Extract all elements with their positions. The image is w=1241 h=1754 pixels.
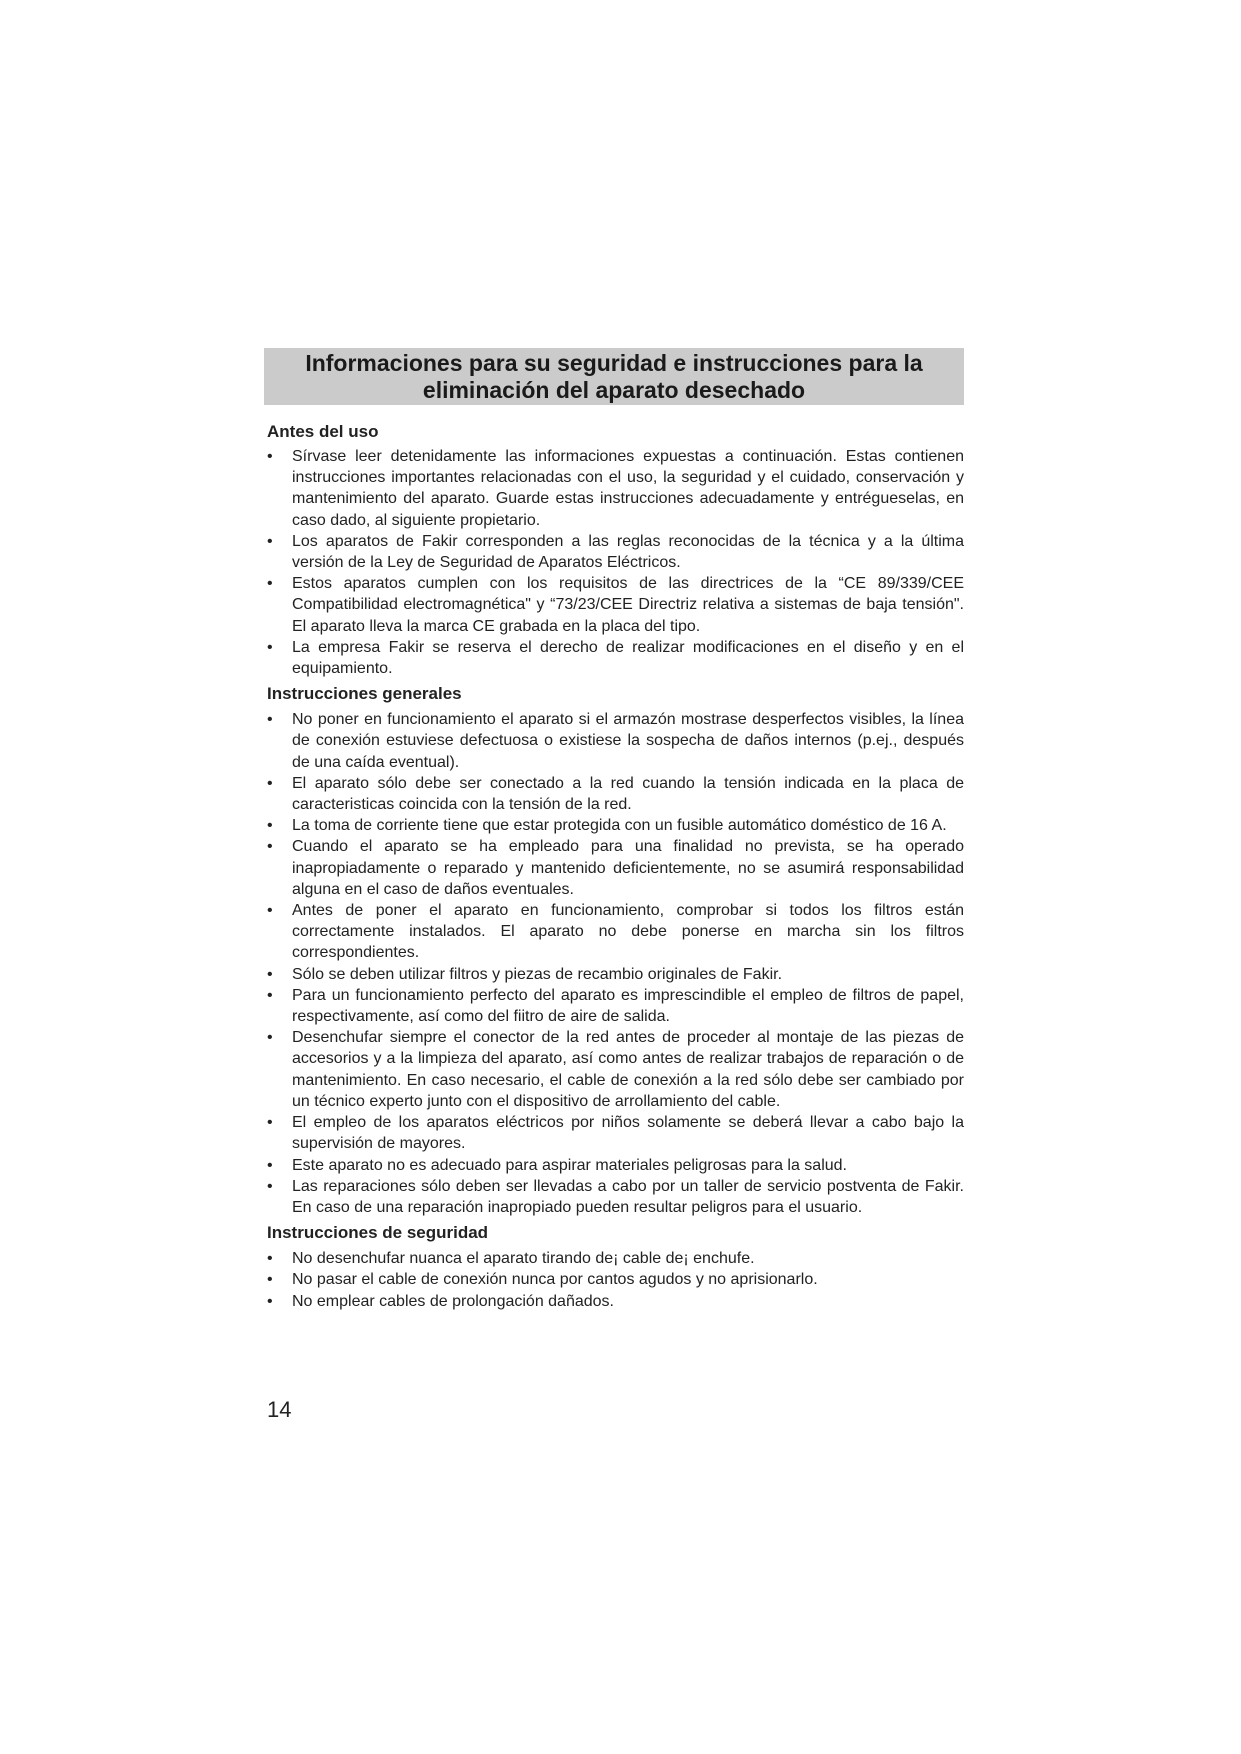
title-line-2: eliminación del aparato desechado — [422, 377, 806, 403]
list-item-text: El aparato sólo debe ser conectado a la red cuando la tensión indicada en la placa de caracteristicas coincida con la tensión de la red. — [292, 774, 964, 814]
bullet-icon: • — [267, 1250, 273, 1268]
bullet-icon: • — [267, 1271, 273, 1289]
list-antes-del-uso — [264, 446, 964, 679]
list-item-text: La empresa Fakir se reserva el derecho de realizar modificaciones en el diseño y en el equipamiento. — [292, 638, 964, 678]
bullet-icon: • — [267, 1177, 273, 1195]
list-item-text: No emplear cables de prolongación dañados. — [292, 1292, 614, 1310]
list-item-text: Estos aparatos cumplen con los requisitos de las directrices de la “CE 89/339/CEE Compatibilidad electromagnética" y “73/23/CEE Directriz relativa a sistemas de baja tensión". El aparato lleva la marca CE grabada en la placa del tipo. — [292, 575, 964, 635]
list-item — [267, 637, 964, 679]
list-item-text: Este aparato no es adecuado para aspirar materiales peligrosas para la salud. — [292, 1156, 847, 1174]
title-line-1: Informaciones para su seguridad e instrucciones para la — [305, 350, 923, 376]
list-item — [267, 1248, 964, 1269]
list-item-text: Sólo se deben utilizar filtros y piezas de recambio originales de Fakir. — [292, 965, 783, 983]
list-item-text: No desenchufar nuanca el aparato tirando de¡ cable de¡ enchufe. — [292, 1250, 755, 1268]
bullet-icon: • — [267, 448, 273, 465]
bullet-icon: • — [267, 774, 273, 792]
list-item — [267, 573, 964, 637]
bullet-icon: • — [267, 838, 273, 856]
list-item-text: No pasar el cable de conexión nunca por cantos agudos y no aprisionarlo. — [292, 1271, 818, 1289]
list-item — [267, 815, 964, 836]
list-item — [267, 773, 964, 815]
list-item — [267, 709, 964, 773]
bullet-icon: • — [267, 965, 273, 983]
list-item — [267, 1155, 964, 1176]
list-instrucciones-generales — [264, 709, 964, 1218]
list-item-text: El empleo de los aparatos eléctricos por niños solamente se deberá llevar a cabo bajo la supervisión de mayores. — [292, 1114, 964, 1153]
title-banner — [264, 348, 964, 405]
list-item-text: Las reparaciones sólo deben ser llevadas a cabo por un taller de servicio postventa de Fakir. En caso de una reparación inapropiado pueden resultar peligros para el usuario. — [292, 1177, 964, 1216]
bullet-icon: • — [267, 711, 273, 729]
list-item — [267, 1269, 964, 1290]
bullet-icon: • — [267, 532, 273, 550]
section-heading-antes-del-uso: Antes del uso — [267, 422, 379, 441]
list-item — [267, 531, 964, 573]
bullet-icon: • — [267, 1029, 273, 1047]
section-heading-instrucciones-generales: Instrucciones generales — [267, 684, 462, 704]
list-item-text: La toma de corriente tiene que estar protegida con un fusible automático doméstico de 16 A. — [292, 817, 947, 835]
section-heading-instrucciones-de-seguridad: Instrucciones de seguridad — [267, 1223, 489, 1243]
document-content — [264, 348, 964, 1312]
bullet-icon: • — [267, 1156, 273, 1174]
bullet-icon: • — [267, 1292, 273, 1310]
list-item — [267, 1027, 964, 1112]
page-number: 14 — [267, 1397, 292, 1422]
list-instrucciones-de-seguridad — [264, 1248, 964, 1312]
list-item — [267, 1291, 964, 1312]
list-item-text: Cuando el aparato se ha empleado para una finalidad no prevista, se ha operado inapropiadamente o reparado y mantenido deficientemente, no se asumirá responsabilidad alguna en el caso de daños eventuales. — [292, 838, 964, 898]
list-item — [267, 964, 964, 985]
list-item — [267, 1112, 964, 1154]
list-item-text: Para un funcionamiento perfecto del aparato es imprescindible el empleo de filtros de papel, respectivamente, así como del fiitro de aire de salida. — [292, 986, 964, 1026]
bullet-icon: • — [267, 575, 273, 593]
bullet-icon: • — [267, 638, 273, 656]
bullet-icon: • — [267, 817, 273, 835]
bullet-icon: • — [267, 902, 273, 920]
list-item — [267, 985, 964, 1027]
list-item-text: Sírvase leer detenidamente las informaciones expuestas a continuación. Estas contienen instrucciones importantes relacionadas con el uso, la seguridad y el cuidado, conservación y mantenimiento del aparato. Guarde estas instrucciones adecuadamente y entrégueselas, en caso dado, al siguiente propietario. — [292, 448, 964, 529]
list-item — [267, 446, 964, 531]
list-item-text: Antes de poner el aparato en funcionamiento, comprobar si todos los filtros están correctamente instalados. El aparato no debe ponerse en marcha sin los filtros correspondientes. — [292, 902, 964, 962]
list-item-text: No poner en funcionamiento el aparato si el armazón mostrase desperfectos visibles, la línea de conexión estuviese defectuosa o existiese la sospecha de daños internos (p.ej., después de una caída eventual). — [292, 711, 964, 771]
list-item — [267, 900, 964, 964]
bullet-icon: • — [267, 986, 273, 1004]
list-item — [267, 836, 964, 900]
list-item-text: Los aparatos de Fakir corresponden a las reglas reconocidas de la técnica y a la última versión de la Ley de Seguridad de Aparatos Eléctricos. — [292, 532, 964, 572]
bullet-icon: • — [267, 1114, 273, 1132]
list-item-text: Desenchufar siempre el conector de la red antes de proceder al montaje de las piezas de accesorios y a la limpieza del aparato, así como antes de realizar trabajos de reparación o de mantenimiento. En caso necesario, el cable de conexión a la red sólo debe ser cambiado por un técnico experto junto con el dispositivo de arrollamiento del cable. — [292, 1029, 964, 1110]
list-item — [267, 1176, 964, 1218]
